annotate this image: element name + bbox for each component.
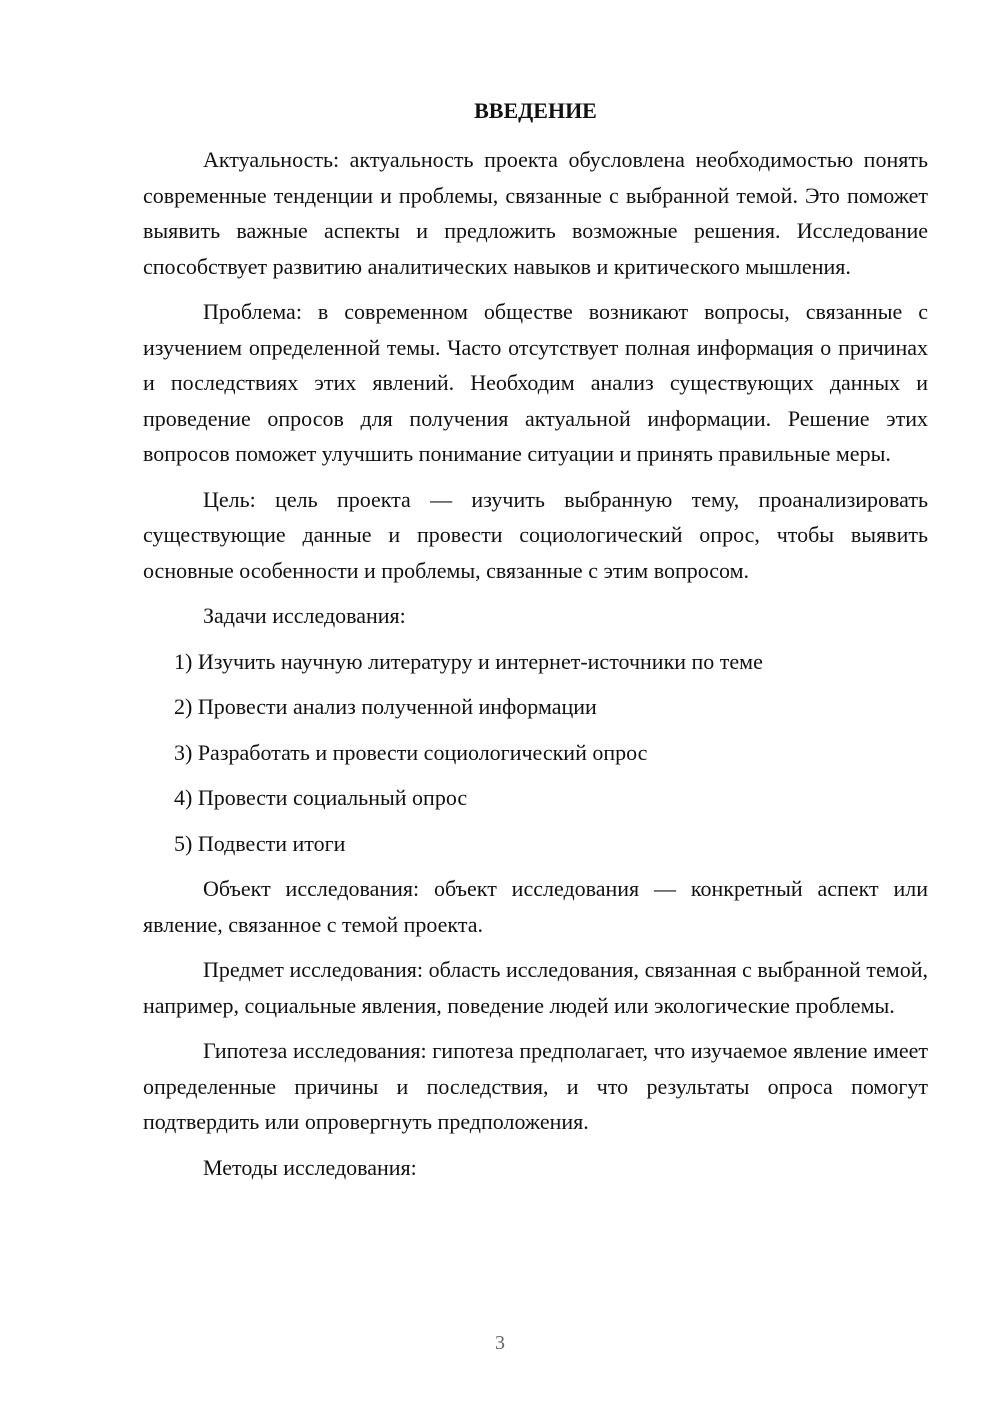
page-title: ВВЕДЕНИЕ	[474, 98, 597, 123]
task-item: 5) Подвести итоги	[174, 830, 346, 856]
subject-paragraph: Предмет исследования: область исследования, связанная с выбранной темой, например, социальные явления, поведение людей или экологические проблемы.	[143, 957, 928, 1018]
task-item: 4) Провести социальный опрос	[174, 785, 468, 810]
relevance-paragraph: Актуальность: актуальность проекта обусловлена необходимостью понять современные тенденции и проблемы, связанные с выбранной темой. Это поможет выявить важные аспекты и предложить возможные решения. Исследование способствует развитию аналитических навыков и критического мышления.	[143, 147, 928, 279]
tasks-heading: Задачи исследования:	[203, 603, 406, 628]
page-number: 3	[495, 1332, 505, 1354]
page-content	[143, 95, 928, 1195]
tasks-list	[143, 644, 928, 862]
problem-paragraph: Проблема: в современном обществе возникают вопросы, связанные с изучением определенной темы. Часто отсутствует полная информация о причинах и последствиях этих явлений. Необходим анализ существующих данных и проведение опросов для получения актуальной информации. Решение этих вопросов поможет улучшить понимание ситуации и принять правильные меры.	[143, 299, 928, 466]
methods-heading: Методы исследования:	[203, 1154, 417, 1180]
task-item: 3) Разработать и провести социологический опрос	[174, 739, 648, 765]
goal-paragraph: Цель: цель проекта — изучить выбранную тему, проанализировать существующие данные и провести социологический опрос, чтобы выявить основные особенности и проблемы, связанные с этим вопросом.	[143, 486, 928, 583]
object-paragraph: Объект исследования: объект исследования — конкретный аспект или явление, связанное с темой проекта.	[143, 876, 928, 937]
task-item: 2) Провести анализ полученной информации	[174, 694, 597, 719]
task-item: 1) Изучить научную литературу и интернет-источники по теме	[174, 648, 763, 674]
hypothesis-paragraph: Гипотеза исследования: гипотеза предполагает, что изучаемое явление имеет определенные причины и последствия, и что результаты опроса помогут подтвердить или опровергнуть предположения.	[143, 1038, 928, 1134]
